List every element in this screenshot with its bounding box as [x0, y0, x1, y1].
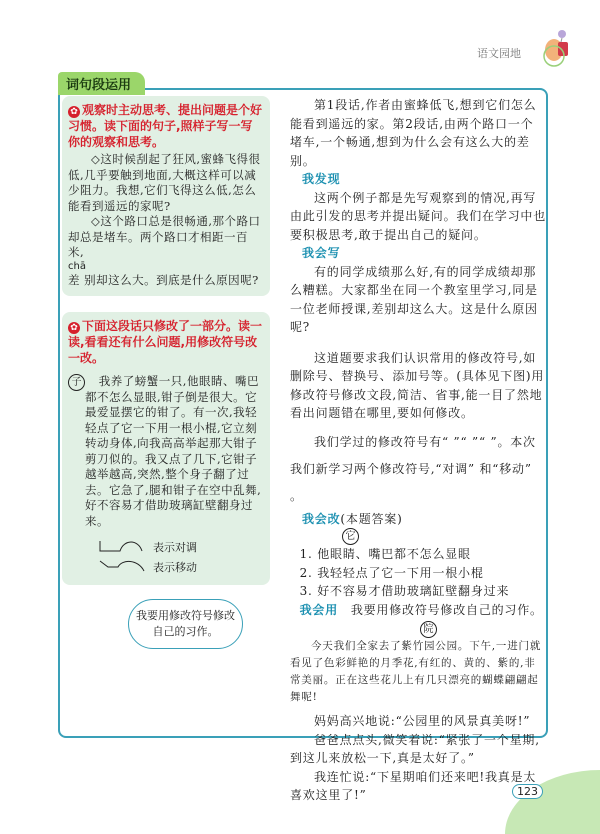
fix-label: 我会改: [302, 511, 341, 526]
discover-heading: 我发现: [302, 172, 341, 186]
task2-paragraph: 我养了螃蟹一只,他眼睛、嘴巴都不怎么显眼,钳子倒是很大。它最爱显摆它的钳了。有一次,我轻轻点了它一下用一根小棍,它立刻转动身体,向我高高举起那大钳子剪刀似的。我又点了几下,它钳子越举越高,突然,整个身子翻了过去。它急了,腿和钳子在空中乱舞,好不容易才借助玻璃缸壁翻身过来。: [85, 374, 262, 528]
task2-panel: [62, 312, 270, 585]
flower-icon: ✿: [68, 322, 80, 334]
mascot-icon: [540, 28, 580, 68]
use-text: 我要用修改符号修改自己的习作。: [350, 602, 543, 617]
swap-symbol-icon: [98, 539, 153, 555]
speech-cloud: 我要用修改符号修改自己的习作。: [128, 599, 243, 649]
symbols-text: 我们学过的修改符号有“ ”“ ”“ ”。本次我们新学习两个修改符号,“对调” 和“移动” 。: [290, 434, 536, 503]
left-column: [62, 96, 270, 649]
explain-text: 这道题要求我们认识常用的修改符号,如删除号、替换号、添加号等。(具体见下图)用修改符号修改文段,简洁、省事,能一目了然地看出问题错在哪里,要如何修改。: [290, 350, 545, 420]
move-symbol-icon: [98, 559, 153, 575]
task1-panel: [62, 96, 270, 296]
fix-note: (本题答案): [340, 511, 403, 526]
page-number: 123: [512, 784, 543, 799]
fix-item: 1. 他眼睛、嘴巴都不怎么显眼: [299, 547, 471, 561]
pinyin: chā: [68, 260, 86, 272]
write-heading: 我会写: [302, 246, 341, 260]
essay-paragraph: 妈妈高兴地说:“公园里的风景真美呀!”: [314, 714, 531, 728]
essay-paragraph: 我连忙说:“下星期咱们还来吧!我真是太喜欢这里了!”: [290, 769, 537, 802]
header-title: 语文园地: [477, 47, 521, 60]
task1-paragraph-2: ◇这个路口总是很畅通,那个路口却总是堵车。两个路口才相距一百米,: [68, 214, 261, 259]
essay-paragraph: 爸爸点点头,微笑着说:“紧张了一个星期,到这儿来放松一下,真是太好了。”: [290, 732, 540, 765]
fix-item: 2. 我轻轻点了它一下用一根小棍: [299, 565, 484, 580]
task1-last-line: 差 别却这么大。到底是什么原因呢?: [68, 272, 259, 287]
essay-insert: 院: [420, 621, 437, 638]
flower-icon: ✿: [68, 106, 80, 118]
task2-prompt: ✿ 下面这段话只修改了一部分。读一读,看看还有什么问题,用修改符号改一改。: [68, 319, 263, 365]
task1-paragraph-1: ◇这时候刮起了狂风,蜜蜂飞得很低,几乎要触到地面,大概这样可以减少阻力。我想,它们飞得这么低,怎么能看到遥远的家呢?: [68, 152, 261, 213]
section-title: 词句段运用: [58, 72, 145, 95]
discover-text: 这两个例子都是先写观察到的情况,再写由此引发的思考并提出疑问。我们在学习中也要积极思考,敢于提出自己的疑问。: [290, 190, 547, 242]
essay-paragraph: 今天我们全家去了紫竹园公园。下午,一进门就看见了色彩鲜艳的月季花,有红的、黄的、紫的,非常美丽。正在这些花儿上有几只漂亮的蝴蝶翩翩起舞呢!: [290, 640, 542, 703]
fix-heading: [290, 510, 546, 529]
legend-swap: 表示对调: [98, 537, 264, 557]
legend-move: 表示移动: [98, 557, 264, 577]
fix-item: 3. 好不容易才借助玻璃缸壁翻身过来: [299, 584, 510, 598]
use-label: 我会用: [299, 602, 338, 617]
legend: [98, 537, 264, 577]
correction-mark: 子: [68, 374, 85, 391]
fix-insert: 它: [342, 528, 359, 545]
answers-column: [290, 96, 546, 805]
write-text: 有的同学成绩那么好,有的同学成绩却那么糟糕。大家都坐在同一个教室里学习,同是一位老师授课,差别却这么大。这是什么原因呢?: [290, 264, 538, 334]
answer-intro: 第1段话,作者由蜜蜂低飞,想到它们怎么能看到遥远的家。第2段话,由两个路口一个堵车,一个畅通,想到为什么会有这么大的差别。: [290, 98, 537, 168]
task1-prompt: ✿ 观察时主动思考、提出问题是个好习惯。读下面的句子,照样子写一写你的观察和思考。: [68, 103, 263, 149]
